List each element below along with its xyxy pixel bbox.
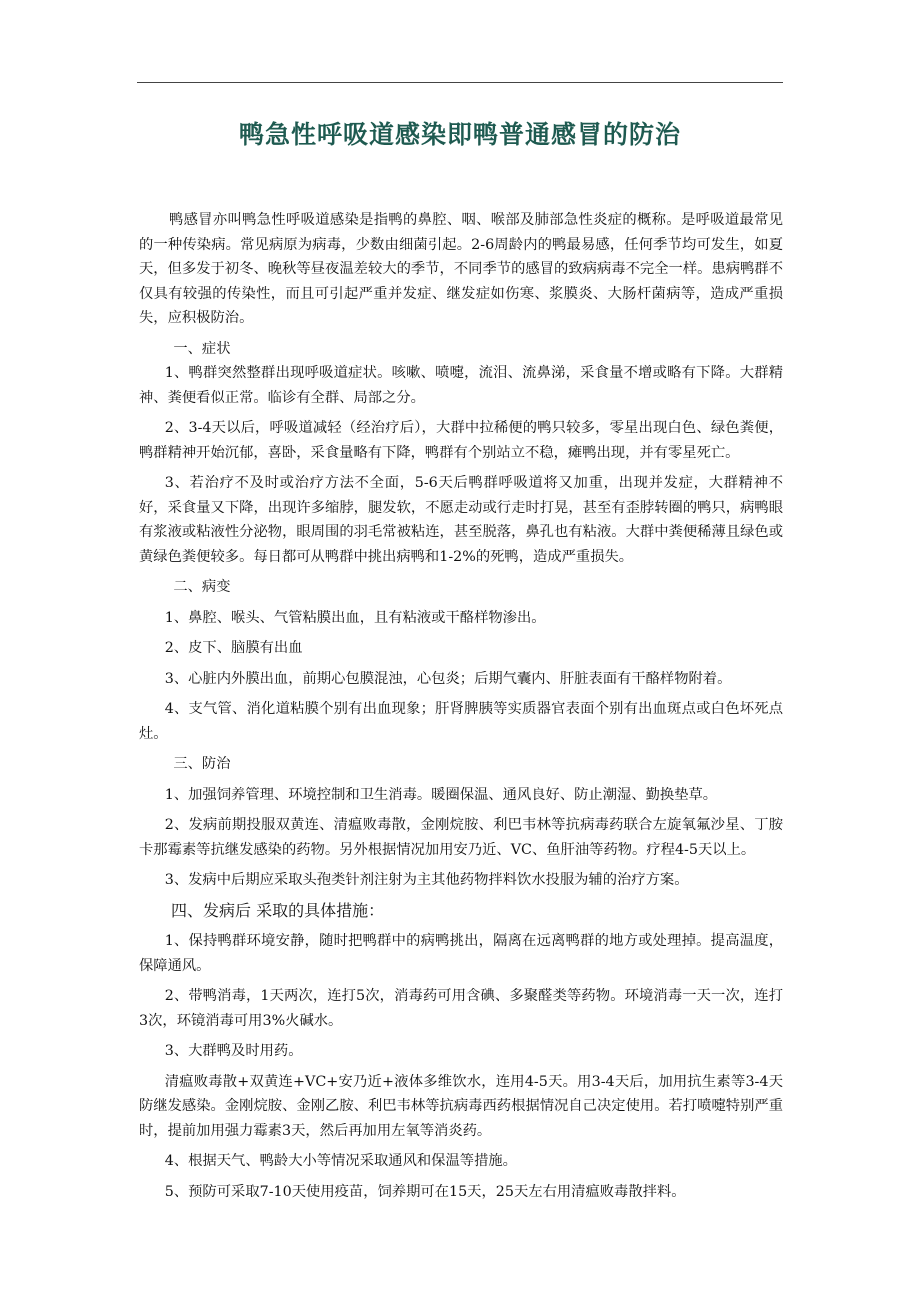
header-rule [137, 82, 783, 83]
section-heading-measures: 四、发病后 采取的具体措施： [171, 900, 385, 920]
section-heading-treatment: 三、防治 [173, 756, 231, 772]
symptom-item: 1、鸭群突然整群出现呼吸道症状。咳嗽、喷嚏，流泪、流鼻涕，采食量不增或略有下降。大群精神、粪便看似正常。临诊有全群、局部之分。 [139, 365, 783, 406]
lesion-item: 2、皮下、脑膜有出血 [164, 640, 303, 656]
intro-paragraph: 鸭感冒亦叫鸭急性呼吸道感染是指鸭的鼻腔、咽、喉部及肺部急性炎症的概称。是呼吸道最常见的一种传染病。常见病原为病毒，少数由细菌引起。2-6周龄内的鸭最易感，任何季节均可发生，如夏天，但多发于初冬、晚秋等昼夜温差较大的季节，不同季节的感冒的致病病毒不完全一样。患病鸭群不仅具有较强的传染性，而且可引起严重并发症、继发症如伤寒、浆膜炎、大肠杆菌病等，造成严重损失，应积极防治。 [139, 212, 783, 326]
measure-item: 4、根据天气、鸭龄大小等情况采取通风和保温等措施。 [164, 1153, 517, 1169]
measure-item: 1、保持鸭群环境安静，随时把鸭群中的病鸭挑出，隔离在远离鸭群的地方或处理掉。提高温度，保障通风。 [139, 933, 783, 974]
symptom-item: 3、若治疗不及时或治疗方法不全面，5-6天后鸭群呼吸道将又加重，出现并发症，大群精神不好，采食量又下降，出现许多缩脖，腿发软，不愿走动或行走时打晃，甚至有歪脖转圈的鸭只，病鸭眼有浆液或粘液性分泌物，眼周围的羽毛常被粘连，甚至脱落，鼻孔也有粘液。大群中粪便稀薄且绿色或黄绿色粪便较多。每日都可从鸭群中挑出病鸭和1-2%的死鸭，造成严重损失。 [139, 475, 783, 565]
treatment-item: 3、发病中后期应采取头孢类针剂注射为主其他药物拌料饮水投服为辅的治疗方案。 [164, 872, 689, 888]
measure-item: 3、大群鸭及时用药。 [164, 1043, 303, 1059]
section-heading-symptoms: 一、症状 [173, 340, 231, 357]
treatment-item: 1、加强饲养管理、环境控制和卫生消毒。暖圈保温、通风良好、防止潮湿、勤换垫草。 [164, 786, 718, 803]
section-heading-lesions: 二、病变 [173, 579, 231, 595]
treatment-item: 2、发病前期投服双黄连、清瘟败毒散，金刚烷胺、利巴韦林等抗病毒药联合左旋氧氟沙星、丁胺卡那霉素等抗继发感染的药物。另外根据情况加用安乃近、VC、鱼肝油等药物。疗程4-5天以上。 [139, 817, 783, 858]
measure-item: 2、带鸭消毒，1天两次，连打5次，消毒药可用含碘、多聚醛类等药物。环境消毒一天一次，连打3次，环镜消毒可用3%火碱水。 [139, 988, 783, 1029]
document-body [139, 208, 783, 1204]
measure-detail-paragraph: 清瘟败毒散+双黄连+VC+安乃近+液体多维饮水，连用4-5天。用3-4天后，加用抗生素等3-4天防继发感染。金刚烷胺、金刚乙胺、利巴韦林等抗病毒西药根据情况自己决定使用。若打喷嚏特别严重时，提前加用强力霉素3天，然后再加用左氧等消炎药。 [139, 1073, 783, 1139]
lesion-item: 1、鼻腔、喉头、气管粘膜出血，且有粘液或干酪样物渗出。 [164, 609, 546, 626]
lesion-item: 3、心脏内外膜出血，前期心包膜混浊，心包炎；后期气囊内、肝脏表面有干酪样物附着。 [164, 670, 732, 687]
lesion-item: 4、支气管、消化道粘膜个别有出血现象；肝肾脾胰等实质器官表面个别有出血斑点或白色坏死点灶。 [139, 701, 783, 742]
measure-item: 5、预防可采取7-10天使用疫苗，饲养期可在15天，25天左右用清瘟败毒散拌料。 [164, 1183, 686, 1200]
document-title: 鸭急性呼吸道感染即鸭普通感冒的防治 [238, 120, 681, 149]
symptom-item: 2、3-4天以后，呼吸道减轻（经治疗后），大群中拉稀便的鸭只较多，零星出现白色、绿色粪便，鸭群精神开始沉郁，喜卧，采食量略有下降，鸭群有个别站立不稳，瘫鸭出现，并有零星死亡。 [139, 420, 783, 461]
